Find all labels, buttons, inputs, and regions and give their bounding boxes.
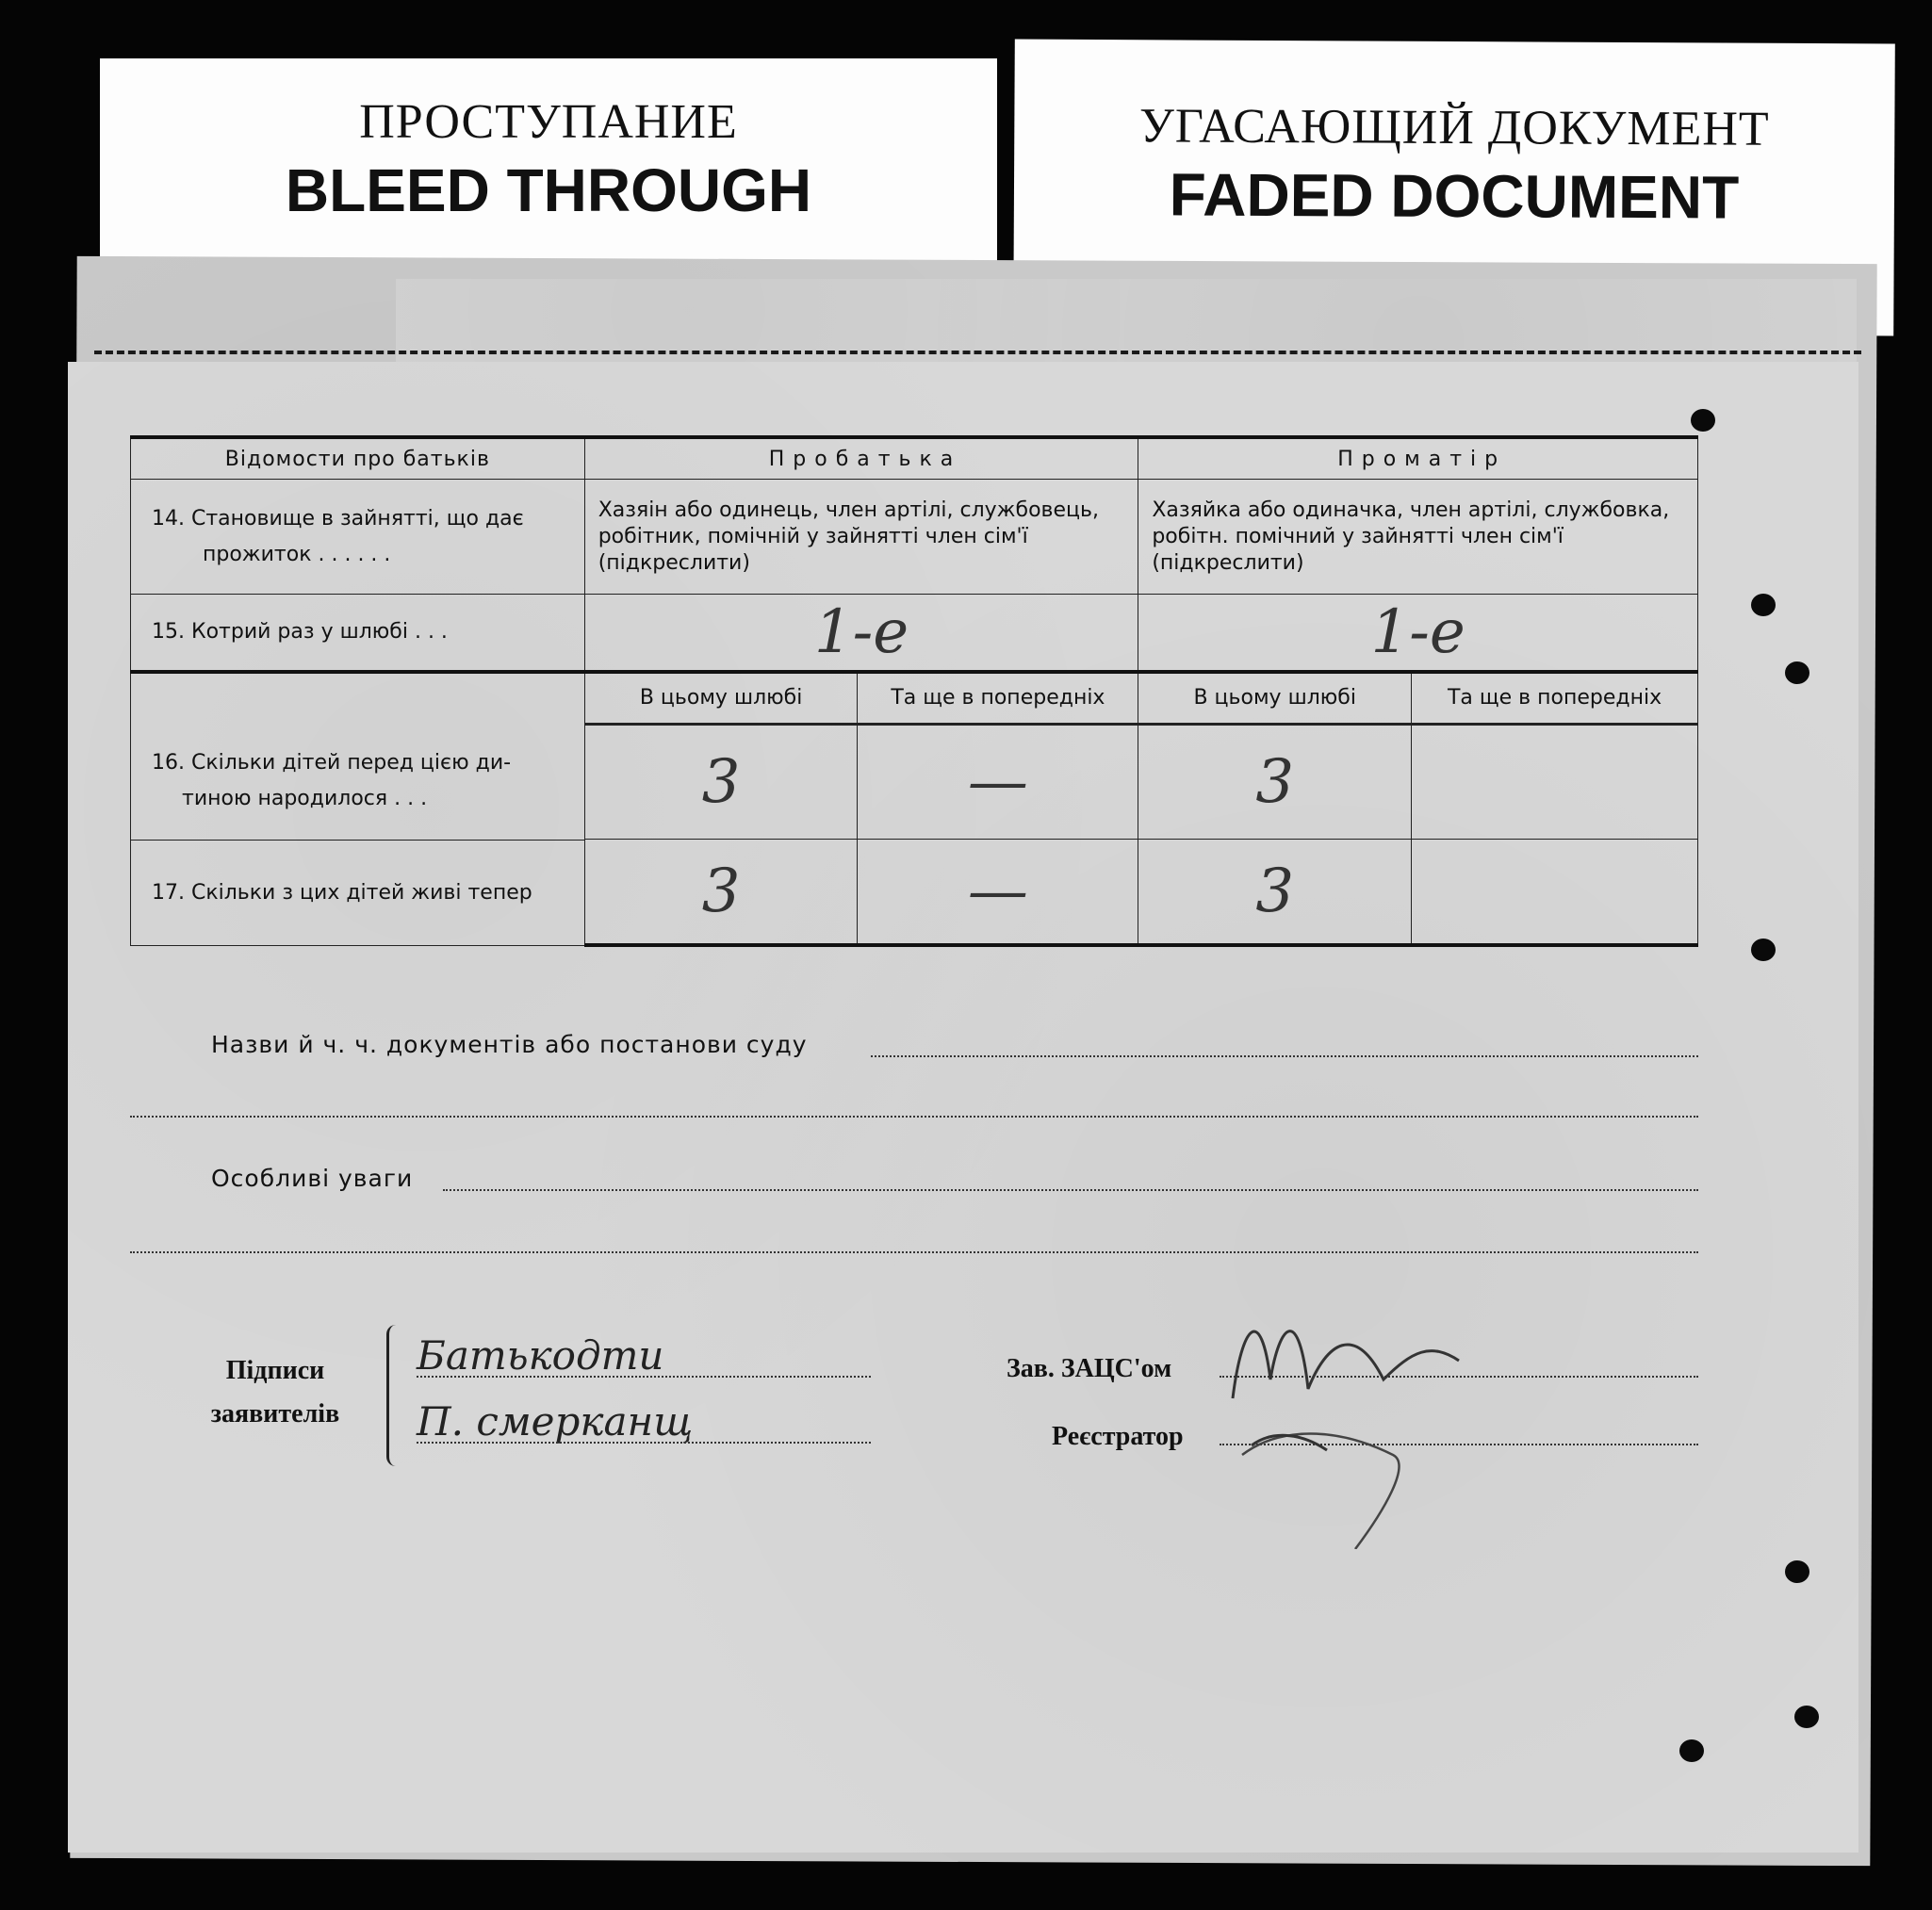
applicant-signature-1: Батькодти [417,1332,664,1379]
q15-mother-value: 1-е [1138,595,1698,672]
q14-father-options: Хазяін або одинець, член артілі, службовець, робітник, помічній у зайнятті член сім'ї (підкреслити) [584,480,1138,595]
header-parents-info: Відомости про батьків [131,437,585,480]
q17-father-previous: — [858,840,1138,945]
q14-label [131,480,585,595]
binding-hole [1785,1560,1809,1583]
binding-hole [1691,409,1715,432]
q16-father-previous: — [858,725,1138,840]
subheader-father-previous: Та ще в попередніх [858,672,1138,725]
parents-info-table [130,435,1698,947]
q15-father-value: 1-е [584,595,1138,672]
binding-hole [1794,1706,1819,1728]
bleed-through-ru: ПРОСТУПАНИЕ [359,95,738,149]
q17-mother-this: 3 [1138,840,1412,945]
row-q14 [131,480,1698,595]
q17-father-this: 3 [584,840,858,945]
notes-line-2 [130,1251,1698,1253]
subheader-mother-previous: Та ще в попередніх [1412,672,1698,725]
q15-label: 15. Котрий раз у шлюбі . . . [131,595,585,672]
q14-label-line1: 14. Становище в зайнятті, що дає [152,506,524,531]
binding-hole [1751,939,1776,961]
binding-hole [1785,661,1809,684]
row-q15 [131,595,1698,672]
notes-line-1 [443,1189,1698,1191]
q16-mother-previous [1412,725,1698,840]
q16-label-line1: 16. Скільки дітей перед цією ди- [152,750,512,775]
faded-document-en: FADED DOCUMENT [1169,160,1740,232]
bleed-through-en: BLEED THROUGH [285,156,812,224]
subheader-father-this: В цьому шлюбі [584,672,858,725]
applicants-label-line2: заявителів [210,1399,340,1428]
form-sheet [68,362,1858,1853]
q14-label-line2: прожиток . . . . . . [203,542,391,566]
signatures-brace [386,1325,402,1466]
registrar-label: Реєстратор [1052,1422,1184,1451]
applicants-label-line1: Підписи [225,1356,325,1385]
applicants-signatures-label [190,1349,360,1436]
q16-q17-label-cell [131,672,585,946]
row-subheaders [131,672,1698,725]
header-father: П р о б а т ь к а [584,437,1138,480]
documents-label: Назви й ч. ч. документів або постанови суду [211,1031,808,1058]
q16-label-line2: тиною народилося . . . [182,786,428,810]
table-header-row [131,437,1698,480]
q16-mother-this: 3 [1138,725,1412,840]
binding-hole [1679,1739,1704,1762]
header-mother: П р о м а т і р [1138,437,1698,480]
q14-mother-options: Хазяйка або одиначка, член артілі, службовка, робітн. помічний у зайнятті член сім'ї (підкреслити) [1138,480,1698,595]
q16-father-this: 3 [584,725,858,840]
notes-label: Особливі уваги [211,1165,414,1192]
documents-line-1 [871,1055,1698,1057]
applicant-line-1 [417,1376,871,1378]
perforation-line [94,351,1861,354]
binding-hole [1751,594,1776,616]
documents-line-2 [130,1116,1698,1118]
subheader-mother-this: В цьому шлюбі [1138,672,1412,725]
q16-label [131,726,584,840]
q17-mother-previous [1412,840,1698,945]
zags-signature-scribble [1223,1266,1506,1549]
q17-label: 17. Скільки з цих дітей живі тепер [131,840,584,945]
applicant-signature-2: П. смерканщ [417,1398,694,1445]
head-zags-label: Зав. ЗАЦС'ом [1007,1354,1172,1383]
applicant-line-2 [417,1442,871,1444]
faded-document-ru: УГАСАЮЩИЙ ДОКУМЕНТ [1138,99,1770,156]
